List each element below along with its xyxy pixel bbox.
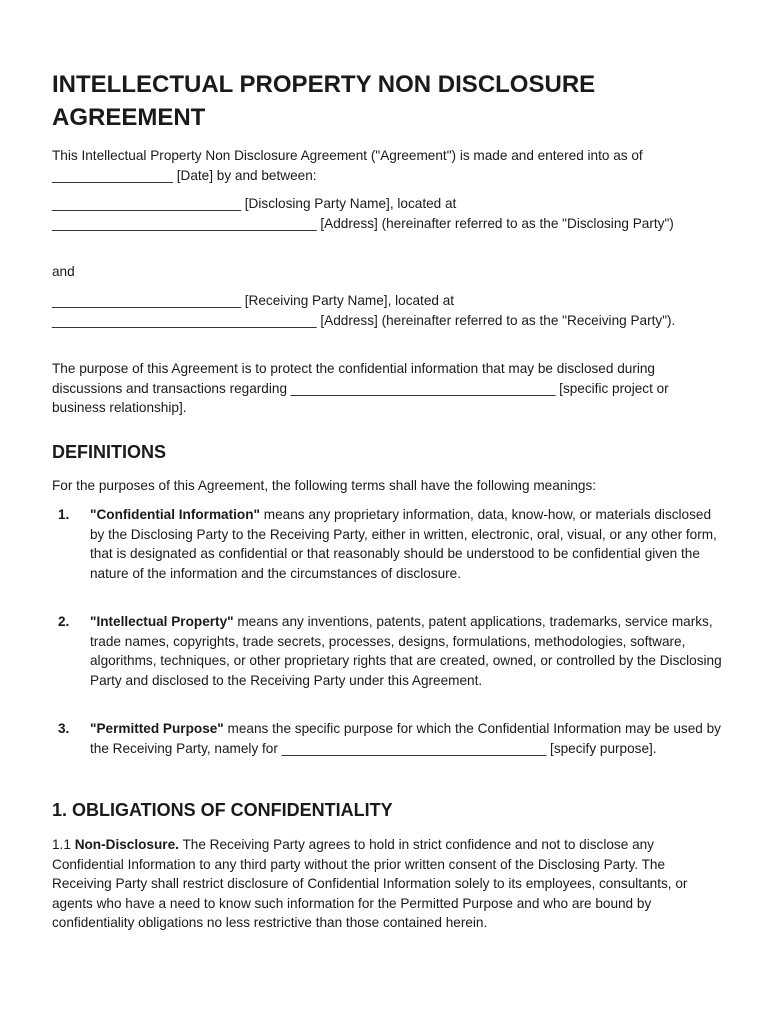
definition-item <box>52 505 722 583</box>
definition-text: means any proprietary information, data, know-how, or materials disclosed by the Disclosing Party to the Receiving Party, either in written, electronic, oral, visual, or any other form, that is designated as confidential or that reasonably should be understood to be confidential given the nature of the information and the circumstances of disclosure. <box>90 507 717 581</box>
definition-item <box>52 612 722 690</box>
definition-text: means the specific purpose for which the Confidential Information may be used by the Receiving Party, namely for ___________________________________ [specify purpose]. <box>90 721 721 756</box>
intro-paragraph: This Intellectual Property Non Disclosure Agreement ("Agreement") is made and entered into as of ________________ [Date] by and between: <box>52 148 643 183</box>
and-text: and <box>52 264 75 279</box>
disclosing-party-paragraph: _________________________ [Disclosing Party Name], located at ___________________________________ [Address] (hereinafter referred to as the "Disclosing Party") <box>52 196 674 231</box>
document-title: INTELLECTUAL PROPERTY NON DISCLOSURE AGREEMENT <box>52 71 596 131</box>
definitions-heading: DEFINITIONS <box>52 442 167 462</box>
definition-number: 2. <box>58 614 70 629</box>
non-disclosure-clause <box>52 835 722 933</box>
definition-number: 1. <box>58 507 70 522</box>
definition-text: means any inventions, patents, patent applications, trademarks, service marks, trade names, copyrights, trade secrets, processes, designs, formulations, methodologies, software, algorithms, techniques, or other proprietary rights that are created, owned, or controlled by the Disclosing Party and disclosed to the Receiving Party under this Agreement. <box>90 614 722 688</box>
definition-term: "Confidential Information" <box>90 507 260 522</box>
purpose-paragraph: The purpose of this Agreement is to protect the confidential information that may be disclosed during discussions and transactions regarding ___________________________________ [specific project or business relationship]. <box>52 361 669 416</box>
clause-text: The Receiving Party agrees to hold in strict confidence and not to disclose any Confidential Information to any third party without the prior written consent of the Disclosing Party. The Receiving Party shall restrict disclosure of Confidential Information solely to its employees, consultants, or agents who have a need to know such information for the Permitted Purpose and who are bound by confidentiality obligations no less restrictive than those contained herein. <box>52 837 688 931</box>
definition-body <box>90 612 722 690</box>
definition-number: 3. <box>58 721 70 736</box>
definition-body <box>90 719 722 758</box>
clause-number: 1.1 <box>52 837 75 852</box>
obligations-heading: 1. OBLIGATIONS OF CONFIDENTIALITY <box>52 800 393 820</box>
definition-term: "Intellectual Property" <box>90 614 234 629</box>
clause-term: Non-Disclosure. <box>74 837 179 852</box>
definitions-lead: For the purposes of this Agreement, the following terms shall have the following meanings: <box>52 478 597 493</box>
definition-item <box>52 719 722 758</box>
definition-term: "Permitted Purpose" <box>90 721 224 736</box>
receiving-party-paragraph: _________________________ [Receiving Party Name], located at ___________________________________ [Address] (hereinafter referred to as the "Receiving Party"). <box>52 293 676 328</box>
definition-body <box>90 505 722 583</box>
